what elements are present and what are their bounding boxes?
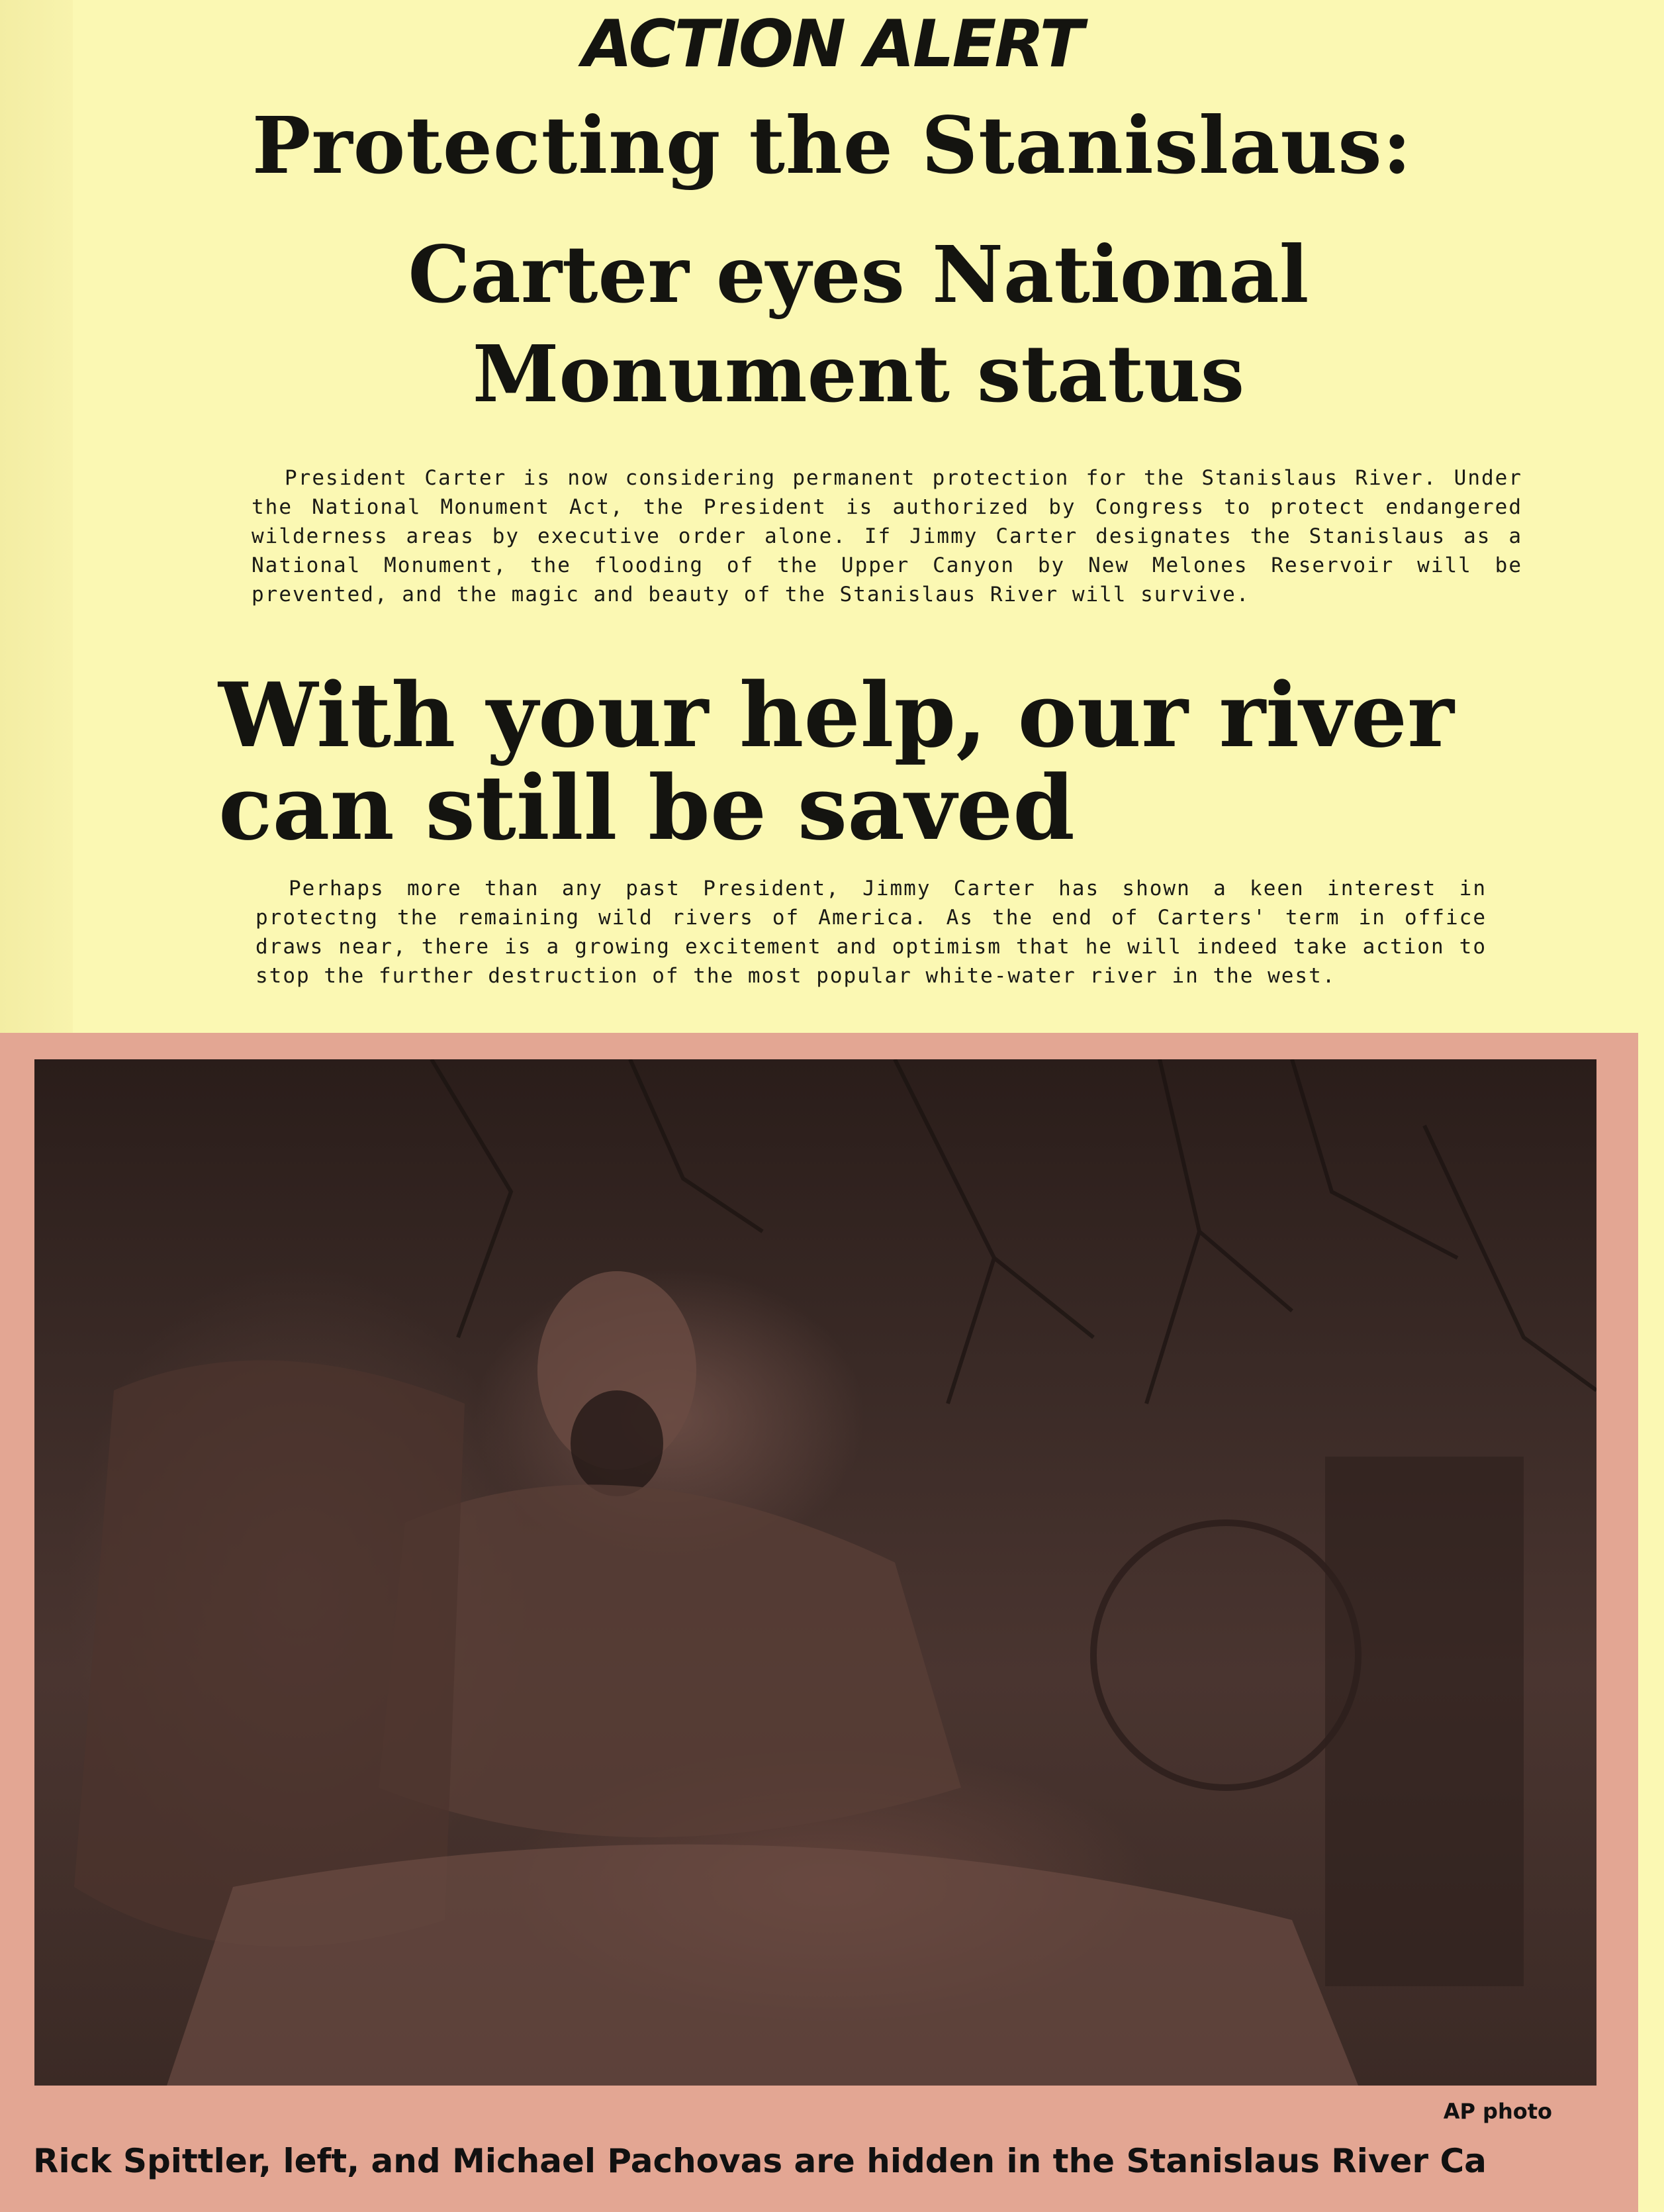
page-title: Protecting the Stanislaus: (252, 99, 1412, 191)
kicker-action-alert: ACTION ALERT (582, 7, 1082, 82)
section-headline: With your help, our river can still be saved (218, 663, 1454, 860)
newspaper-clipping (0, 1033, 1638, 2212)
subtitle-line-2: Monument status (472, 328, 1245, 420)
news-photo (34, 1059, 1596, 2086)
photo-illustration (34, 1059, 1596, 2086)
photo-caption: Rick Spittler, left, and Michael Pachovas are hidden in the Stanislaus River Ca (33, 2142, 1487, 2180)
subtitle (26, 225, 1664, 424)
subtitle-line-1: Carter eyes National (408, 228, 1309, 320)
body-paragraph: Perhaps more than any past President, Jimmy Carter has shown a keen interest in protectng the remaining wild rivers of America. As the end of Carters' term in office draws near, there is a growing excitement and optimism that he will indeed take action to stop the further destruction of the most popular white-water river in the west. (255, 877, 1487, 988)
intro-paragraph: President Carter is now considering permanent protection for the Stanislaus River. Under the National Monument Act, the President is authorized by Congress to protect endangered wilderness areas by executive order alone. If Jimmy Carter designates the Stanislaus as a National Monument, the flooding of the Upper Canyon by New Melones Reservoir will be prevented, and the magic and beauty of the Stanislaus River will survive. (252, 466, 1522, 606)
photo-credit: AP photo (1443, 2099, 1552, 2124)
